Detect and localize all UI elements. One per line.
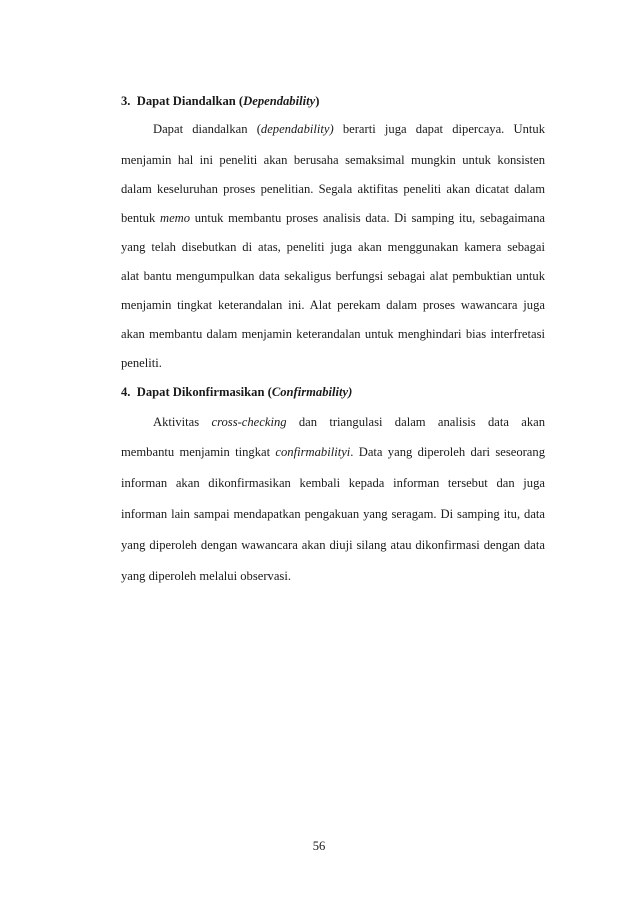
text-run: untuk membantu proses analisis data. Di samping itu, sebagaimana: [190, 211, 545, 225]
text-run: berarti juga dapat dipercaya. Untuk: [333, 122, 546, 136]
section-3-term: Dependability: [243, 94, 316, 108]
section-3-line-2: menjamin hal ini peneliti akan berusaha semaksimal mungkin untuk konsisten: [121, 153, 545, 167]
section-4-line-1: [153, 414, 545, 430]
section-4-line-5: yang diperoleh dengan wawancara akan diuji silang atau dikonfirmasi dengan data: [121, 538, 545, 552]
italic-term: confirmabilityi: [275, 445, 351, 459]
section-3-title-close: ): [315, 94, 320, 108]
section-4-line-2: [121, 444, 545, 460]
section-3-line-9: peneliti.: [121, 356, 162, 370]
section-4-title: Dapat Dikonfirmasikan (: [136, 385, 272, 399]
page-number: 56: [312, 839, 326, 853]
text-run: Dapat diandalkan (: [153, 122, 261, 136]
section-3-line-4: [121, 210, 545, 226]
section-4-line-6: yang diperoleh melalui observasi.: [121, 569, 291, 583]
section-4-number: 4.: [121, 385, 131, 399]
section-3-line-6: alat bantu mengumpulkan data sekaligus berfungsi sebagai alat pembuktian untuk: [121, 269, 545, 283]
section-4-heading: [121, 384, 545, 400]
section-3-heading: [121, 93, 545, 109]
section-4-line-4: informan lain sampai mendapatkan pengakuan yang seragam. Di samping itu, data: [121, 507, 545, 521]
italic-term: cross-checking: [211, 415, 287, 429]
section-3-line-8: akan membantu dalam menjamin keterandalan untuk menghindari bias interfretasi: [121, 327, 545, 341]
text-run: bentuk: [121, 211, 160, 225]
section-3-line-3: dalam keseluruhan proses penelitian. Segala aktifitas peneliti akan dicatat dalam: [121, 182, 545, 196]
italic-term: dependability): [260, 122, 334, 136]
section-3-line-5: yang telah disebutkan di atas, peneliti juga akan menggunakan kamera sebagai: [121, 240, 545, 254]
italic-term: memo: [159, 211, 191, 225]
text-run: membantu menjamin tingkat: [121, 445, 276, 459]
section-3-line-7: menjamin tingkat keterandalan ini. Alat perekam dalam proses wawancara juga: [121, 298, 545, 312]
text-run: dan triangulasi dalam analisis data akan: [286, 415, 546, 429]
text-run: . Data yang diperoleh dari seseorang: [350, 445, 545, 459]
section-3-line-1: [153, 121, 545, 137]
section-3-number: 3.: [121, 94, 131, 108]
section-3-title: Dapat Diandalkan (: [136, 94, 244, 108]
text-run: Aktivitas: [153, 415, 212, 429]
section-4-term: Confirmability): [271, 385, 353, 399]
section-4-line-3: informan akan dikonfirmasikan kembali kepada informan tersebut dan juga: [121, 476, 545, 490]
